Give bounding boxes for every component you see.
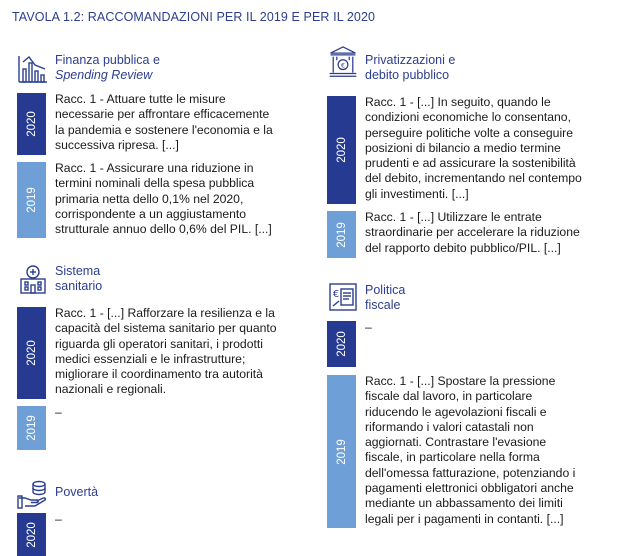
svg-text:€: € — [341, 62, 345, 70]
recommendation-entry — [327, 375, 575, 528]
tax-document-icon — [327, 281, 359, 313]
section-finanza-label: Finanza pubblica e Spending Review — [55, 53, 160, 82]
recommendation-text: Racc. 1 - Assicurare una riduzione in termini nominali della spesa pubblica primaria netta dello 0,1% nel 2020, corrispondente a un aggiustamento strutturale annuo dello 0,6% del PIL. [...] — [55, 161, 272, 237]
year-badge: 2020 — [327, 96, 356, 204]
section-sanitario-header — [17, 264, 102, 296]
recommendation-text: Racc. 1 - Attuare tutte le misure necessarie per affrontare efficacemente la pandemia e sostenere l'economia e la successiva ripresa. [...] — [55, 92, 273, 152]
recommendation-entry — [17, 406, 62, 450]
section-finanza-header — [17, 53, 160, 85]
bank-building-icon — [327, 46, 359, 78]
recommendation-text: – — [365, 320, 372, 334]
section-privatizzazioni-header — [327, 46, 455, 83]
year-badge: 2020 — [327, 321, 356, 367]
year-badge: 2019 — [17, 406, 46, 450]
year-badge: 2020 — [17, 307, 46, 399]
year-badge: 2019 — [17, 162, 46, 238]
svg-text:€: € — [332, 289, 340, 300]
recommendation-text: Racc. 1 - [...] In seguito, quando le condizioni economiche lo consentano, perseguire politiche volte a conseguire posizioni di bilancio a medio termine prudenti e ad assicurare la sostenibilità del debito, incrementando nel contempo gli investimenti. [...] — [365, 95, 582, 201]
recommendation-entry — [17, 307, 277, 399]
year-badge: 2019 — [327, 211, 356, 258]
recommendation-text: – — [55, 405, 62, 419]
bar-chart-icon — [17, 53, 49, 85]
recommendation-text: – — [55, 512, 62, 526]
section-sanitario-label: Sistema sanitario — [55, 264, 103, 293]
coins-hand-icon — [17, 478, 49, 510]
section-poverta-label: Povertà — [55, 485, 99, 499]
section-fiscale-header — [327, 281, 405, 313]
year-badge: 2020 — [17, 513, 46, 556]
recommendation-entry — [17, 162, 272, 238]
recommendation-entry — [327, 96, 582, 204]
year-badge: 2019 — [327, 375, 356, 528]
recommendation-entry — [327, 321, 372, 367]
section-fiscale-label: Politica fiscale — [365, 283, 406, 312]
section-poverta-header — [17, 478, 98, 510]
recommendation-entry — [327, 211, 580, 258]
recommendation-entry — [17, 93, 273, 155]
year-badge: 2020 — [17, 93, 46, 155]
recommendation-text: Racc. 1 - [...] Spostare la pressione fiscale dal lavoro, in particolare riducendo le agevolazioni fiscali e riformando i valori catastali non aggiornati. Contrastare l'evasione fiscale, in particolare nella forma dell'omessa fatturazione, potenziando i pagamenti elettronici obbligatori anche mediante un abbassamento dei limiti legali per i pagamenti in contanti. [...] — [365, 374, 576, 526]
recommendation-entry — [17, 513, 62, 556]
page-title: TAVOLA 1.2: RACCOMANDAZIONI PER IL 2019 E PER IL 2020 — [12, 10, 376, 24]
recommendation-text: Racc. 1 - [...] Rafforzare la resilienza e la capacità del sistema sanitario per quanto riguarda gli operatori sanitari, i prodotti medici essenziali e le infrastrutture; migliorare il coordinamento tra autorità nazionali e regionali. — [55, 306, 277, 397]
recommendation-text: Racc. 1 - [...] Utilizzare le entrate straordinarie per accelerare la riduzione del rapporto debito pubblico/PIL. [...] — [365, 210, 580, 255]
section-privatizzazioni-label: Privatizzazioni e debito pubblico — [365, 53, 456, 82]
hospital-icon — [17, 264, 49, 296]
